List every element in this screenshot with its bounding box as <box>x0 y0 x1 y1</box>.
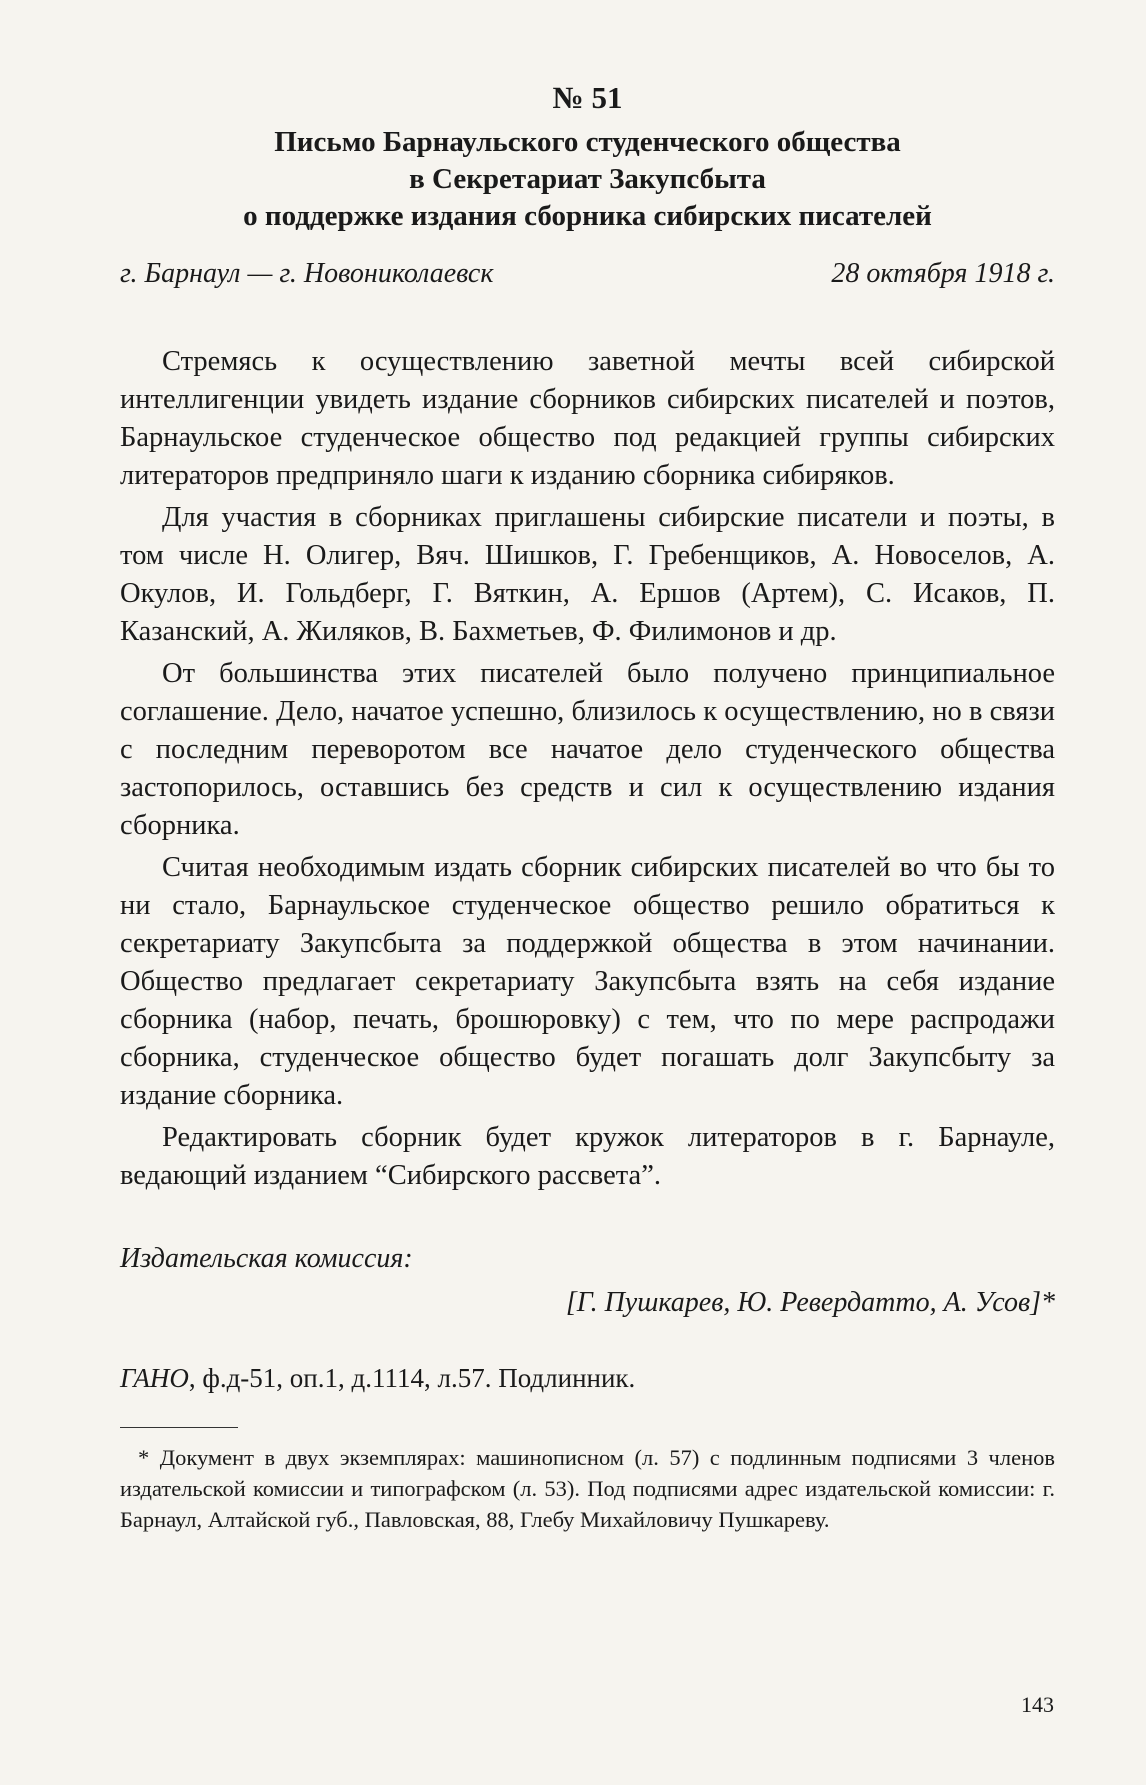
page-number: 143 <box>1021 1692 1054 1717</box>
title-line: в Секретариат Закупсбыта <box>409 163 766 195</box>
body-paragraph: От большинства этих писателей было получено принципиальное соглашение. Дело, начатое успешно, близилось к осуществлению, но в связи с последним переворотом все начатое дело студенческого общества застопорилось, оставшись без средств и сил к осуществлению издания сборника. <box>120 658 1055 841</box>
document-number: № 51 <box>552 80 623 115</box>
archive-details: , ф.д-51, оп.1, д.1114, л.57. Подлинник. <box>188 1363 636 1393</box>
document-page <box>120 80 1055 1535</box>
letter-body <box>120 343 1055 1195</box>
body-paragraph: Стремясь к осуществлению заветной мечты всей сибирской интеллигенции увидеть издание сборников сибирских писателей и поэтов, Барнаульское студенческое общество под редакцией группы сибирских литераторов предприняло шаги к изданию сборника сибиряков. <box>120 346 1055 491</box>
place-date-line <box>120 257 1055 291</box>
document-title <box>120 124 1055 235</box>
commission-label: Издательская комиссия: <box>120 1243 413 1274</box>
body-paragraph: Редактировать сборник будет кружок литераторов в г. Барнауле, ведающий изданием “Сибирского рассвета”. <box>120 1122 1055 1191</box>
title-line: Письмо Барнаульского студенческого общества <box>274 126 901 158</box>
signatures: [Г. Пушкарев, Ю. Ревердатто, А. Усов]* <box>565 1287 1055 1318</box>
document-date: 28 октября 1918 г. <box>831 258 1055 289</box>
body-paragraph: Считая необходимым издать сборник сибирских писателей во что бы то ни стало, Барнаульское студенческое общество решило обратиться к секретариату Закупсбыта за поддержкой общества в этом начинании. Общество предлагает секретариату Закупсбыта взять на себя издание сборника (набор, печать, брошюровку) с тем, что по мере распродажи сборника, студенческое общество будет погашать долг Закупсбыту за издание сборника. <box>120 852 1055 1111</box>
archive-abbreviation: ГАНО <box>120 1363 189 1393</box>
document-place: г. Барнаул — г. Новониколаевск <box>120 258 494 289</box>
archive-reference <box>120 1361 1055 1395</box>
body-paragraph: Для участия в сборниках приглашены сибирские писатели и поэты, в том числе Н. Олигер, Вяч. Шишков, Г. Гребенщиков, А. Новоселов, А. Окулов, И. Гольдберг, Г. Вяткин, А. Ершов (Артем), С. Исаков, П. Казанский, А. Жиляков, В. Бахметьев, Ф. Филимонов и др. <box>120 502 1055 647</box>
footnote: * Документ в двух экземплярах: машинописном (л. 57) с подлинным подписями 3 членов издательской комиссии и типографском (л. 53). Под подписями адрес издательской комиссии: г. Барнаул, Алтайской губ., Павловская, 88, Глебу Михайловичу Пушкареву. <box>120 1445 1055 1532</box>
commission-block <box>120 1241 1055 1321</box>
title-line: о поддержке издания сборника сибирских писателей <box>243 200 932 232</box>
footnote-divider <box>120 1427 238 1428</box>
